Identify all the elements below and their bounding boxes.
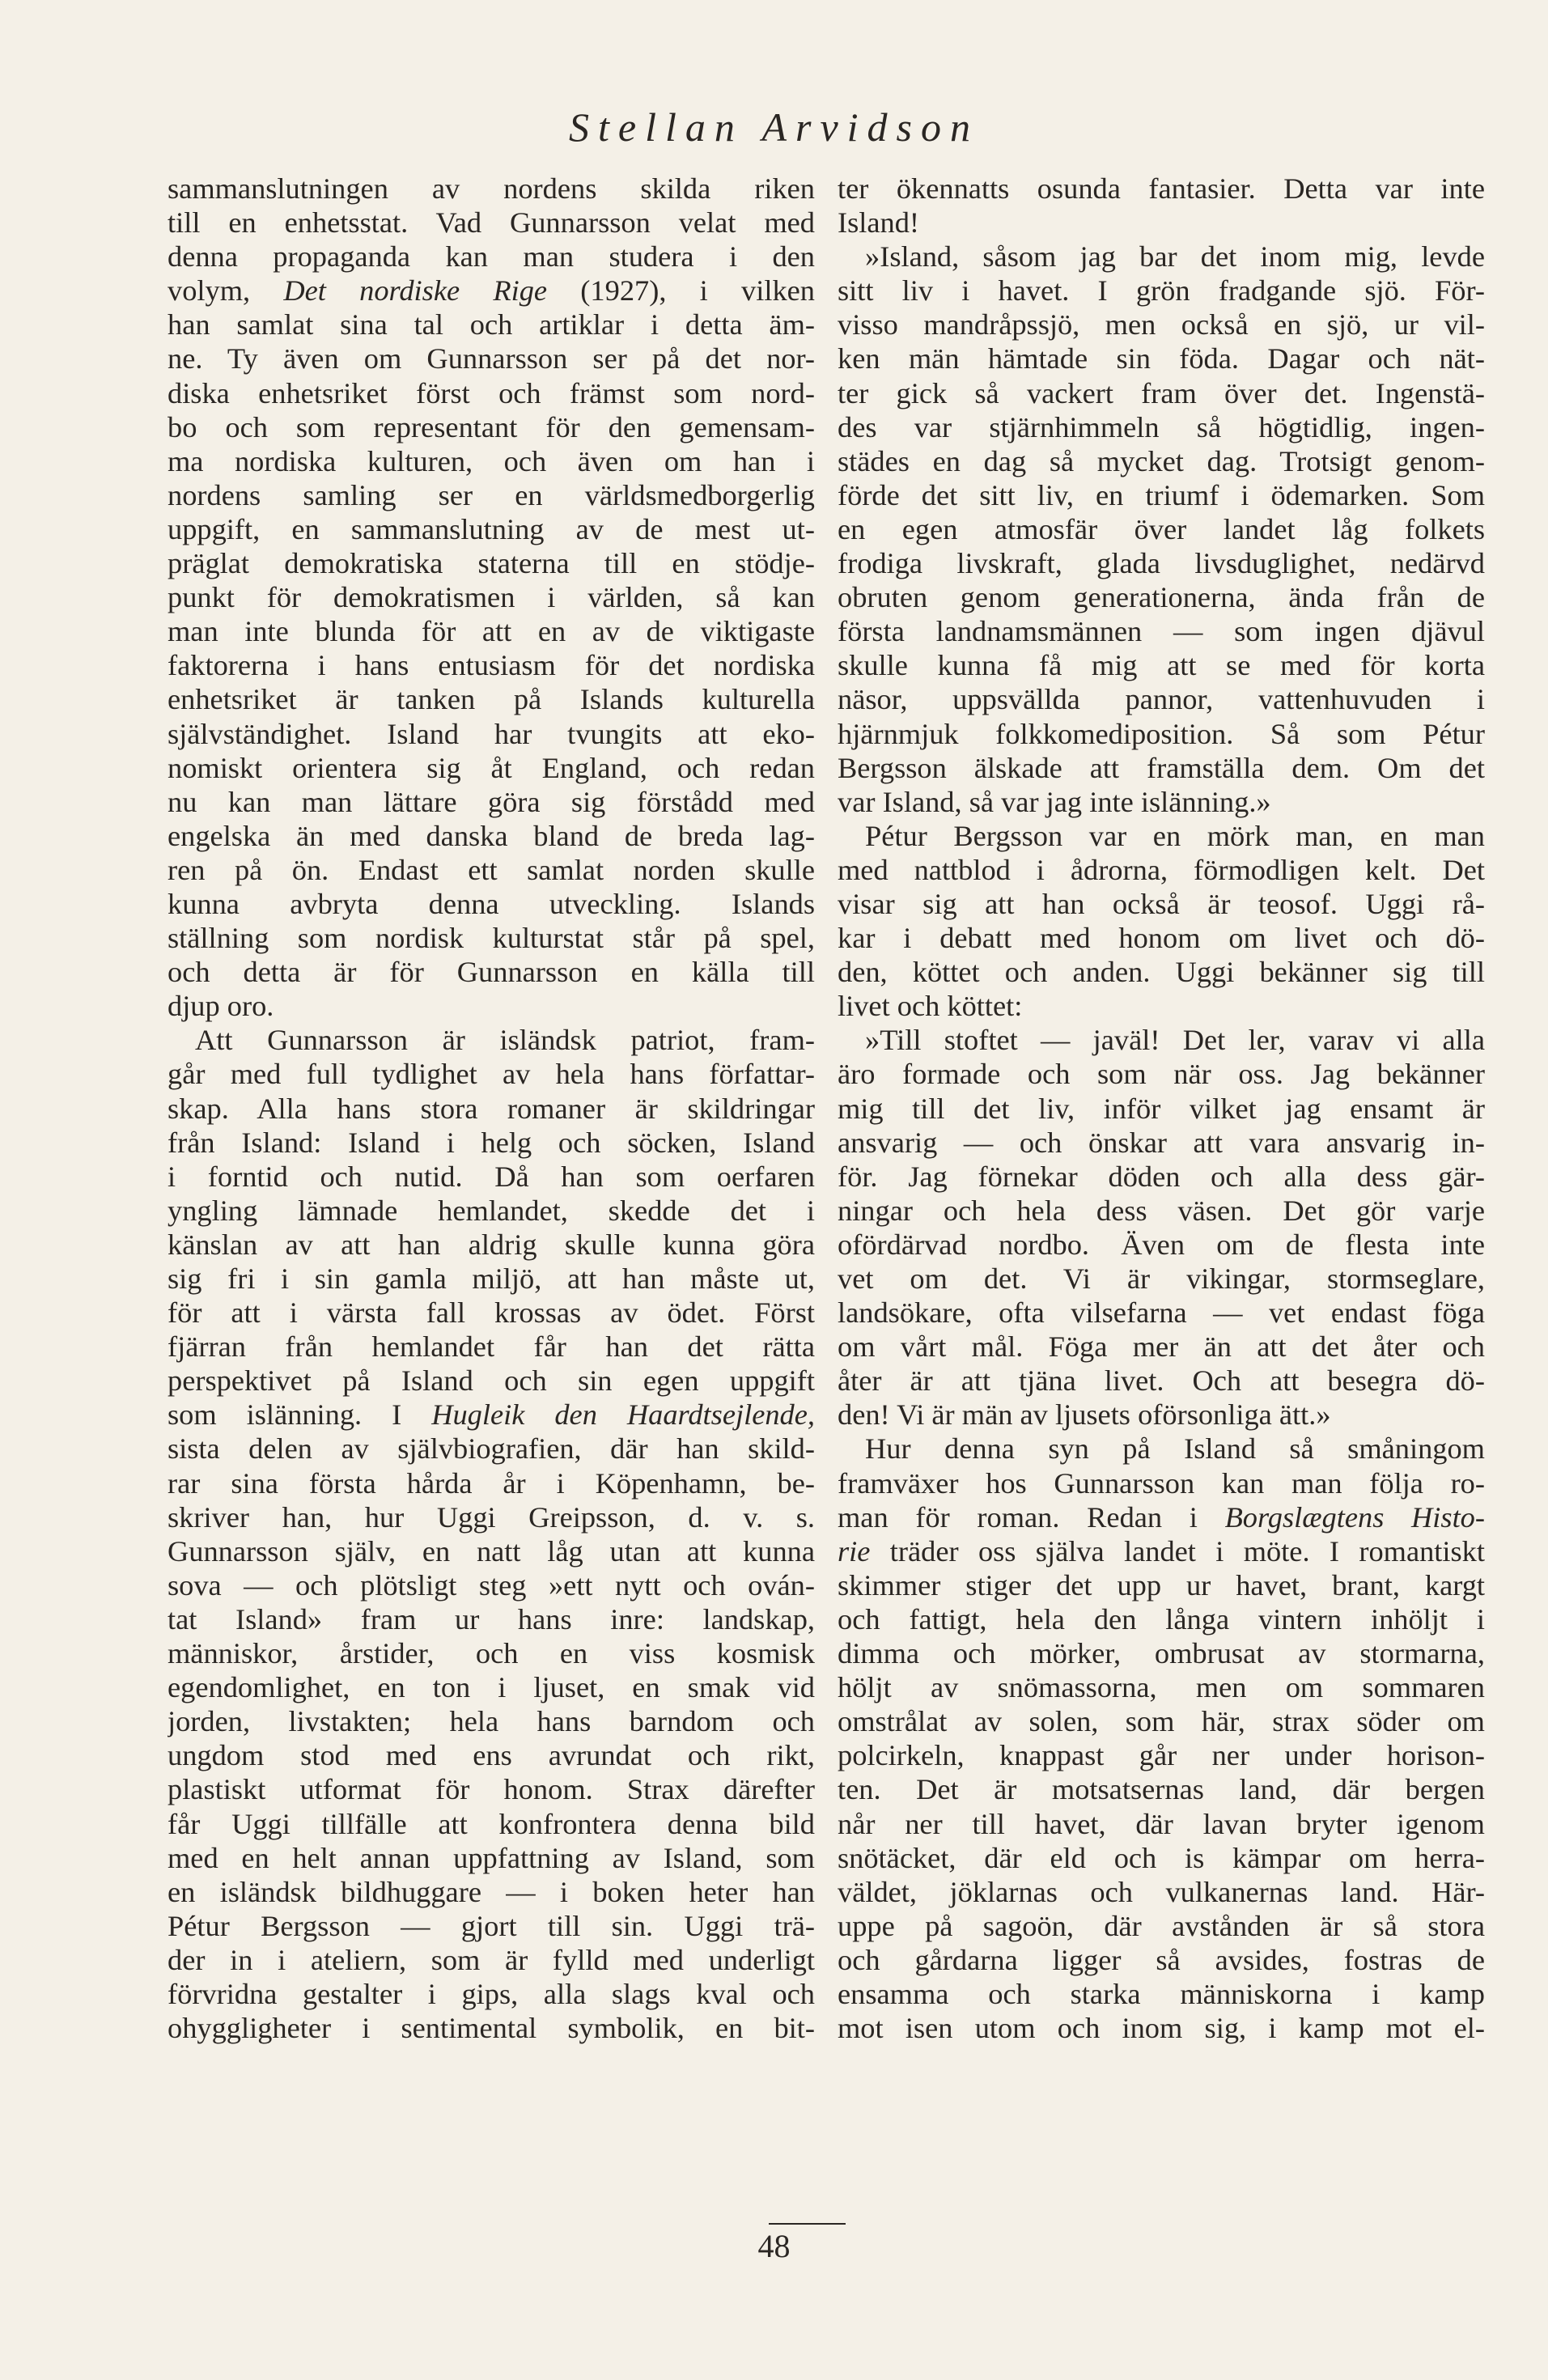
text-line: »Till stoftet — javäl! Det ler, varav vi alla	[865, 1024, 1485, 1057]
text-line: förde det sitt liv, en triumf i ödemarken. Som	[838, 478, 1485, 511]
text-segment: Det nordiske Rige	[283, 274, 548, 308]
text-line: den, köttet och anden. Uggi bekänner sig till	[838, 956, 1485, 989]
text-line: en isländsk bildhuggare — i boken heter han	[168, 1875, 815, 1908]
text-segment: (1927), i vilken	[547, 274, 815, 308]
text-line: Pétur Bergsson — gjort till sin. Uggi trä-	[168, 1909, 815, 1942]
text-line: nordens samling ser en världsmedborgerlig	[168, 478, 815, 511]
text-segment: man för roman. Redan i	[838, 1500, 1225, 1534]
text-line: nu kan man lättare göra sig förstådd med	[168, 785, 815, 818]
text-line: Hur denna syn på Island så småningom	[865, 1432, 1485, 1466]
text-line: väldet, jöklarnas och vulkanernas land. Här-	[838, 1875, 1485, 1908]
text-line: en egen atmosfär över landet låg folkets	[838, 512, 1485, 545]
text-line: åter är att tjäna livet. Och att besegra dö-	[838, 1364, 1485, 1398]
text-line: ken män hämtade sin föda. Dagar och nät-	[838, 342, 1485, 375]
text-line: får Uggi tillfälle att konfrontera denna bild	[168, 1807, 815, 1840]
left-column	[168, 172, 815, 2045]
text-line: var Island, så var jag inte islänning.»	[838, 785, 1271, 818]
text-line: Island!	[838, 206, 920, 240]
text-line: livet och köttet:	[838, 990, 1023, 1023]
text-line: förvridna gestalter i gips, alla slags kval och	[168, 1977, 815, 2010]
text-line: skap. Alla hans stora romaner är skildringar	[168, 1092, 815, 1125]
text-line: ofördärvad nordbo. Även om de flesta inte	[838, 1228, 1485, 1261]
right-column	[838, 172, 1485, 2045]
text-line: skulle kunna få mig att se med för korta	[838, 649, 1485, 682]
text-line: visso mandråpssjö, men också en sjö, ur vil-	[838, 308, 1485, 342]
text-line: känslan av att han aldrig skulle kunna göra	[168, 1228, 815, 1261]
text-line: ansvarig — och önskar att vara ansvarig in-	[838, 1126, 1485, 1159]
text-line: djup oro.	[168, 990, 274, 1023]
text-line: ohyggligheter i sentimental symbolik, en bit-	[168, 2012, 815, 2045]
text-line: ningar och hela dess väsen. Det gör varje	[838, 1194, 1485, 1227]
text-line: Gunnarsson själv, en natt låg utan att kunna	[168, 1534, 815, 1568]
text-line: ten. Det är motsatsernas land, där bergen	[838, 1773, 1485, 1806]
text-line: fjärran från hemlandet får han det rätta	[168, 1330, 815, 1364]
text-line: skimmer stiger det upp ur havet, brant, kargt	[838, 1568, 1485, 1602]
text-line: uppgift, en sammanslutning av de mest ut-	[168, 512, 815, 545]
text-line: tat Island» fram ur hans inre: landskap,	[168, 1602, 815, 1635]
text-line: faktorerna i hans entusiasm för det nordiska	[168, 649, 815, 682]
text-line: når ner till havet, där lavan bryter igenom	[838, 1807, 1485, 1840]
text-segment: som islänning. I	[168, 1398, 432, 1432]
text-line: människor, årstider, och en viss kosmisk	[168, 1637, 815, 1670]
text-line: man inte blunda för att en av de viktigaste	[168, 615, 815, 648]
text-line: yngling lämnade hemlandet, skedde det i	[168, 1194, 815, 1227]
text-line: han samlat sina tal och artiklar i detta äm-	[168, 308, 815, 342]
text-line: och fattigt, hela den långa vintern inhöljt i	[838, 1602, 1485, 1635]
text-line: polcirkeln, knappast går ner under horison-	[838, 1739, 1485, 1772]
text-line: kar i debatt med honom om livet och dö-	[838, 922, 1485, 955]
text-line: egendomlighet, en ton i ljuset, en smak vid	[168, 1671, 815, 1704]
text-line: vet om det. Vi är vikingar, stormseglare,	[838, 1262, 1485, 1295]
text-line: sova — och plötsligt steg »ett nytt och ován-	[168, 1568, 815, 1602]
text-line: punkt för demokratismen i världen, så kan	[168, 581, 815, 614]
text-line: för att i värsta fall krossas av ödet. Först	[168, 1296, 815, 1330]
text-line: ma nordiska kulturen, och även om han i	[168, 444, 815, 477]
text-line: skriver han, hur Uggi Greipsson, d. v. s.	[168, 1500, 815, 1534]
text-line	[838, 1534, 1485, 1568]
text-line: och gårdarna ligger så avsides, fostras de	[838, 1943, 1485, 1976]
text-line: mig till det liv, inför vilket jag ensamt är	[838, 1092, 1485, 1125]
text-line: omstrålat av solen, som här, strax söder om	[838, 1705, 1485, 1738]
text-line: plastiskt utformat för honom. Strax därefter	[168, 1773, 815, 1806]
text-line: »Island, såsom jag bar det inom mig, levde	[865, 240, 1485, 274]
text-line: jorden, livstakten; hela hans barndom och	[168, 1705, 815, 1738]
text-line: till en enhetsstat. Vad Gunnarsson velat med	[168, 206, 815, 240]
text-line: Pétur Bergsson var en mörk man, en man	[865, 819, 1485, 852]
text-line: der in i ateliern, som är fylld med underligt	[168, 1943, 815, 1976]
text-line: näsor, uppsvällda pannor, vattenhuvuden i	[838, 683, 1485, 716]
text-line: frodiga livskraft, glada livsduglighet, nedärvd	[838, 547, 1485, 580]
text-line	[168, 1398, 815, 1432]
text-line: kunna avbryta denna utveckling. Islands	[168, 887, 815, 920]
text-line: går med full tydlighet av hela hans författar-	[168, 1058, 815, 1091]
text-line: sammanslutningen av nordens skilda riken	[168, 172, 815, 205]
text-line: perspektivet på Island och sin egen uppgift	[168, 1364, 815, 1398]
text-line: des var stjärnhimmeln så högtidlig, ingen-	[838, 410, 1485, 443]
text-segment: träder oss själva landet i möte. I romantiskt	[870, 1534, 1485, 1568]
text-line: rar sina första hårda år i Köpenhamn, be-	[168, 1466, 815, 1500]
text-line	[838, 1500, 1485, 1534]
text-line: obruten genom generationerna, ända från de	[838, 581, 1485, 614]
text-line: ren på ön. Endast ett samlat norden skulle	[168, 853, 815, 886]
text-line: från Island: Island i helg och söcken, Island	[168, 1126, 815, 1159]
text-line: ter ökennatts osunda fantasier. Detta var inte	[838, 172, 1485, 205]
text-line: ter gick så vackert fram över det. Ingenstä-	[838, 376, 1485, 409]
text-segment: Borgslægtens Histo-	[1224, 1500, 1485, 1534]
text-line: ungdom stod med ens avrundat och rikt,	[168, 1739, 815, 1772]
text-line: och detta är för Gunnarsson en källa till	[168, 956, 815, 989]
text-line: mot isen utom och inom sig, i kamp mot el-	[838, 2012, 1485, 2045]
text-line: ställning som nordisk kulturstat står på spel,	[168, 922, 815, 955]
text-line: denna propaganda kan man studera i den	[168, 240, 815, 274]
text-line: dimma och mörker, ombrusat av stormarna,	[838, 1637, 1485, 1670]
text-line: i forntid och nutid. Då han som oerfaren	[168, 1160, 815, 1193]
text-line: den! Vi är män av ljusets oförsonliga ätt.»	[838, 1398, 1331, 1432]
text-line: självständighet. Island har tvungits att eko-	[168, 717, 815, 750]
text-line: framväxer hos Gunnarsson kan man följa ro-	[838, 1466, 1485, 1500]
text-segment: rie	[838, 1534, 871, 1568]
text-line	[168, 274, 815, 308]
text-line: första landnamsmännen — som ingen djävul	[838, 615, 1485, 648]
text-line: enhetsriket är tanken på Islands kulturella	[168, 683, 815, 716]
text-line: uppe på sagoön, där avstånden är så stora	[838, 1909, 1485, 1942]
text-line: sitt liv i havet. I grön fradgande sjö. För-	[838, 274, 1485, 308]
text-line: höljt av snömassorna, men om sommaren	[838, 1671, 1485, 1704]
text-line: nomiskt orientera sig åt England, och redan	[168, 751, 815, 784]
text-line: visar sig att han också är teosof. Uggi rå-	[838, 887, 1485, 920]
text-line: ne. Ty även om Gunnarsson ser på det nor-	[168, 342, 815, 375]
text-line: bo och som representant för den gemensam-	[168, 410, 815, 443]
page-number: 48	[757, 2228, 791, 2264]
text-line: sig fri i sin gamla miljö, att han måste ut,	[168, 1262, 815, 1295]
text-line: sista delen av självbiografien, där han skild-	[168, 1432, 815, 1466]
text-line: Bergsson älskade att framställa dem. Om det	[838, 751, 1485, 784]
text-line: landsökare, ofta vilsefarna — vet endast föga	[838, 1296, 1485, 1330]
text-line: äro formade och som när oss. Jag bekänner	[838, 1058, 1485, 1091]
text-line: städes en dag så mycket dag. Trotsigt genom-	[838, 444, 1485, 477]
folio-rule	[769, 2223, 846, 2225]
text-segment: volym,	[168, 274, 284, 308]
text-line: Att Gunnarsson är isländsk patriot, fram-	[195, 1024, 815, 1057]
text-line: snötäcket, där eld och is kämpar om herra-	[838, 1841, 1485, 1874]
text-line: om vårt mål. Föga mer än att det åter och	[838, 1330, 1485, 1364]
text-line: med nattblod i ådrorna, förmodligen kelt. Det	[838, 853, 1485, 886]
text-line: diska enhetsriket först och främst som nord-	[168, 376, 815, 409]
running-head: Stellan Arvidson	[568, 104, 979, 150]
text-line: hjärnmjuk folkkomediposition. Så som Pétur	[838, 717, 1485, 750]
text-line: för. Jag förnekar döden och alla dess gär-	[838, 1160, 1485, 1193]
text-line: med en helt annan uppfattning av Island, som	[168, 1841, 815, 1874]
text-line: präglat demokratiska staterna till en stödje-	[168, 547, 815, 580]
text-segment: Hugleik den Haardtsejlende,	[431, 1398, 815, 1432]
text-line: ensamma och starka människorna i kamp	[838, 1977, 1485, 2010]
text-line: engelska än med danska bland de breda lag-	[168, 819, 815, 852]
